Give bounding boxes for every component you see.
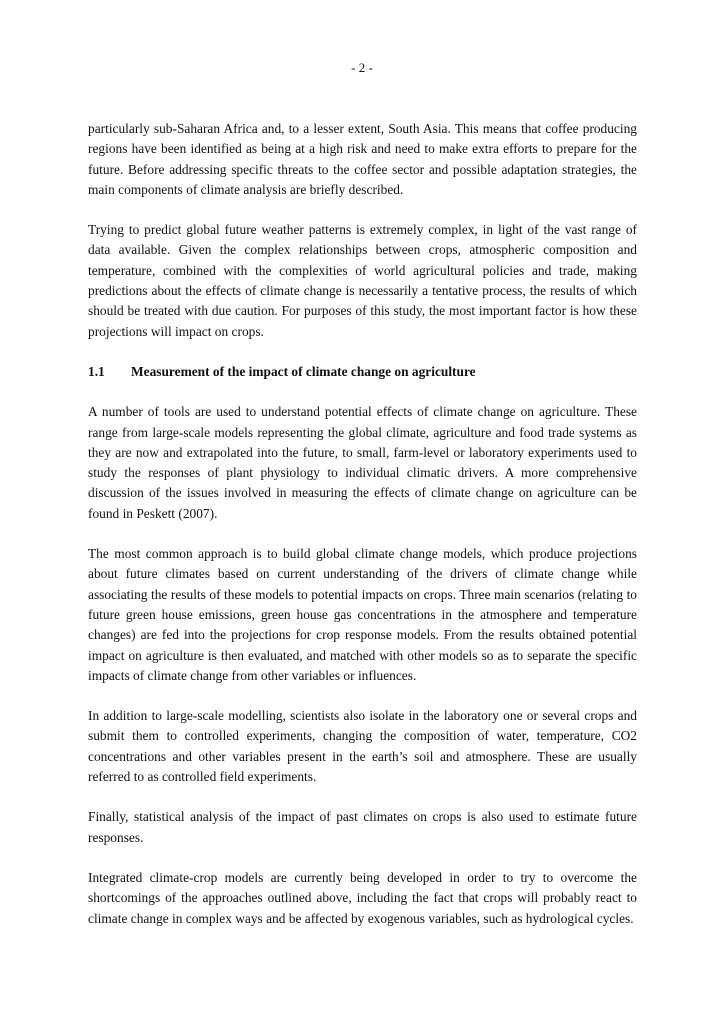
paragraph-lab-experiments: In addition to large-scale modelling, scientists also isolate in the laboratory one or several crops and submit them to controlled experiments, changing the composition of water, temperature, CO2 concentrations and other variables present in the earth’s soil and atmosphere. These are usually referred to as controlled field experiments.	[88, 708, 637, 785]
paragraph-statistical-analysis: Finally, statistical analysis of the impact of past climates on crops is also used to estimate future responses.	[88, 809, 637, 845]
paragraph-tools: A number of tools are used to understand potential effects of climate change on agriculture. These range from large-scale models representing the global climate, agriculture and food trade systems as they are now and extrapolated into the future, to small, farm-level or laboratory experiments used to study the responses of plant physiology to individual climatic drivers. A more comprehensive discussion of the issues involved in measuring the effects of climate change on agriculture can be found in Peskett (2007).	[88, 404, 637, 521]
section-number: 1.1	[88, 363, 105, 379]
paragraph-prediction-complexity: Trying to predict global future weather patterns is extremely complex, in light of the vast range of data available. Given the complex relationships between crops, atmospheric composition and temperature, combined with the complexities of world agricultural policies and trade, making predictions about the effects of climate change is necessarily a tentative process, the results of which should be treated with due caution. For purposes of this study, the most important factor is how these projections will impact on crops.	[88, 222, 637, 339]
paragraph-integrated-models: Integrated climate-crop models are currently being developed in order to try to overcome the shortcomings of the approaches outlined above, including the fact that crops will probably react to climate change in complex ways and be affected by exogenous variables, such as hydrological cycles.	[88, 869, 637, 926]
paragraph-continuation: particularly sub-Saharan Africa and, to a lesser extent, South Asia. This means that coffee producing regions have been identified as being at a high risk and need to make extra efforts to prepare for the future. Before addressing specific threats to the coffee sector and possible adaptation strategies, the main components of climate analysis are briefly described.	[88, 121, 637, 197]
page-number: - 2 -	[351, 60, 373, 75]
section-heading	[88, 362, 637, 382]
paragraph-global-models: The most common approach is to build global climate change models, which produce projections about future climates based on current understanding of the drivers of climate change while associating the results of these models to potential impacts on crops. Three main scenarios (relating to future green house emissions, green house gas concentrations in the atmosphere and temperature changes) are fed into the projections for crop response models. From the results obtained potential impact on agriculture is then evaluated, and matched with other models so as to separate the specific impacts of climate change from other variables or influences.	[88, 546, 637, 683]
section-title: Measurement of the impact of climate change on agriculture	[131, 363, 476, 379]
document-body	[88, 119, 637, 949]
